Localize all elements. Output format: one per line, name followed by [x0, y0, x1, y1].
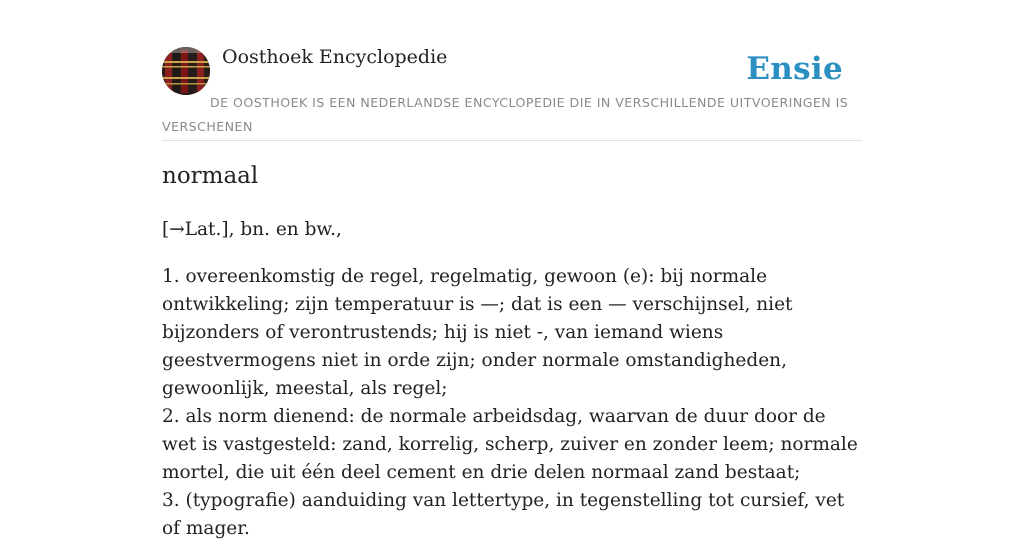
site-header: [162, 0, 862, 141]
definition-item: 3. (typografie) aanduiding van lettertype, in tegenstelling tot cursief, vet of mager.: [162, 490, 845, 539]
definition-item: 1. overeenkomstig de regel, regelmatig, gewoon (e): bij normale ontwikkeling; zijn temperatuur is —; dat is een — verschijnsel, niet bijzonders of verontrustends; hij is niet -, van iemand wiens geestvermogens niet in orde zijn; onder normale omstandigheden, gewoonlijk, meestal, als regel;: [162, 266, 793, 399]
entry-headword: normaal: [162, 163, 259, 189]
definition-item: 2. als norm dienend: de normale arbeidsdag, waarvan de duur door de wet is vastgesteld: zand, korrelig, scherp, zuiver en zonder leem; normale mortel, die uit één deel cement en drie delen normaal zand bestaat;: [162, 406, 858, 483]
entry-etymology: [→Lat.], bn. en bw.,: [162, 219, 342, 240]
entry-definition: [162, 263, 862, 543]
site-tagline: DE OOSTHOEK IS EEN NEDERLANDSE ENCYCLOPEDIE DIE IN VERSCHILLENDE UITVOERINGEN IS VERSCHENEN: [162, 95, 849, 134]
site-title-link[interactable]: Oosthoek Encyclopedie: [222, 46, 448, 68]
page-container: [162, 0, 862, 539]
book-spines-avatar-icon[interactable]: [162, 47, 210, 95]
ensie-logo-link[interactable]: Ensie: [746, 51, 843, 87]
